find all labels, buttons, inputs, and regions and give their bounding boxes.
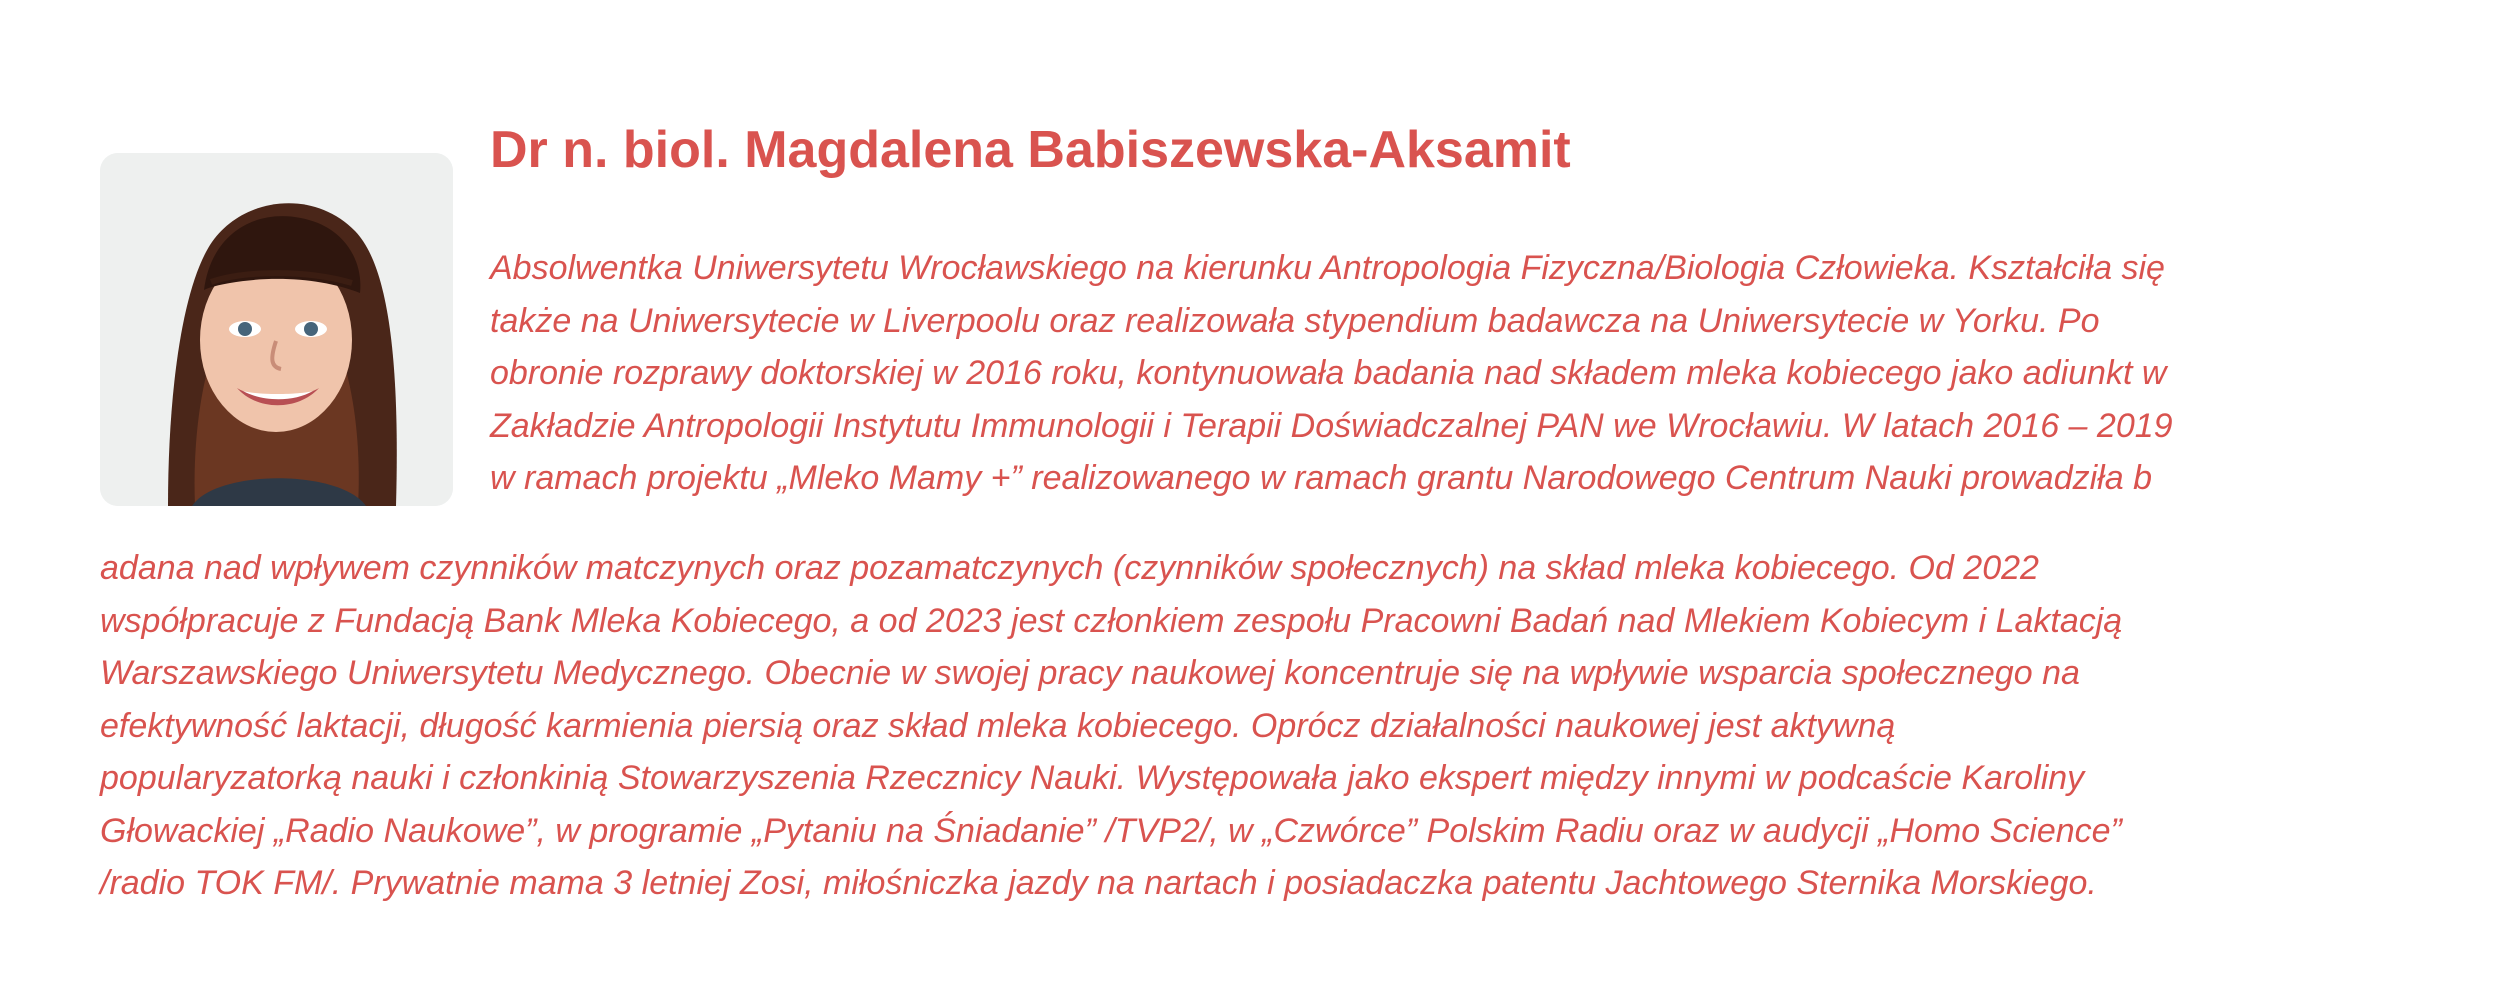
bio-paragraph-top <box>490 242 2420 505</box>
bio-line: Zakładzie Antropologii Instytutu Immunologii i Terapii Doświadczalnej PAN we Wrocławiu. W latach 2016 – 2019 <box>490 406 2173 445</box>
person-name: Dr n. biol. Magdalena Babiszewska-Aksamit <box>490 121 1571 179</box>
bio-line: popularyzatorką nauki i członkinią Stowarzyszenia Rzecznicy Nauki. Występowała jako ekspert między innymi w podcaście Karoliny <box>100 759 2085 797</box>
bio-line: Absolwentka Uniwersytetu Wrocławskiego na kierunku Antropologia Fizyczna/Biologia Człowieka. Kształciła się <box>490 249 2165 287</box>
portrait-photo <box>100 153 453 506</box>
bio-paragraph-bottom <box>100 542 2430 910</box>
bio-line: adana nad wpływem czynników matczynych oraz pozamatczynych (czynników społecznych) na skład mleka kobiecego. Od 2022 <box>100 549 2039 587</box>
bio-line: Głowackiej „Radio Naukowe”, w programie „Pytaniu na Śniadanie” /TVP2/, w „Czwórce” Polskim Radiu oraz w audycji „Homo Science” <box>100 811 2122 850</box>
bio-line: Warszawskiego Uniwersytetu Medycznego. Obecnie w swojej pracy naukowej koncentruje się na wpływie wsparcia społecznego na <box>100 654 2080 692</box>
bio-line: obronie rozprawy doktorskiej w 2016 roku, kontynuowała badania nad składem mleka kobiecego jako adiunkt w <box>490 354 2167 392</box>
portrait-photo-icon <box>100 153 453 506</box>
bio-line: także na Uniwersytecie w Liverpoolu oraz realizowała stypendium badawcza na Uniwersytecie w Yorku. Po <box>490 301 2100 340</box>
bio-line: /radio TOK FM/. Prywatnie mama 3 letniej Zosi, miłośniczka jazdy na nartach i posiadaczka patentu Jachtowego Sternika Morskiego. <box>100 864 2097 902</box>
bio-line: współpracuje z Fundacją Bank Mleka Kobiecego, a od 2023 jest członkiem zespołu Pracowni Badań nad Mlekiem Kobiecym i Laktacją <box>100 601 2123 640</box>
bio-line: w ramach projektu „Mleko Mamy +” realizowanego w ramach grantu Narodowego Centrum Nauki prowadziła b <box>490 459 2152 497</box>
bio-line: efektywność laktacji, długość karmienia piersią oraz skład mleka kobiecego. Oprócz działalności naukowej jest aktywną <box>100 706 1896 745</box>
